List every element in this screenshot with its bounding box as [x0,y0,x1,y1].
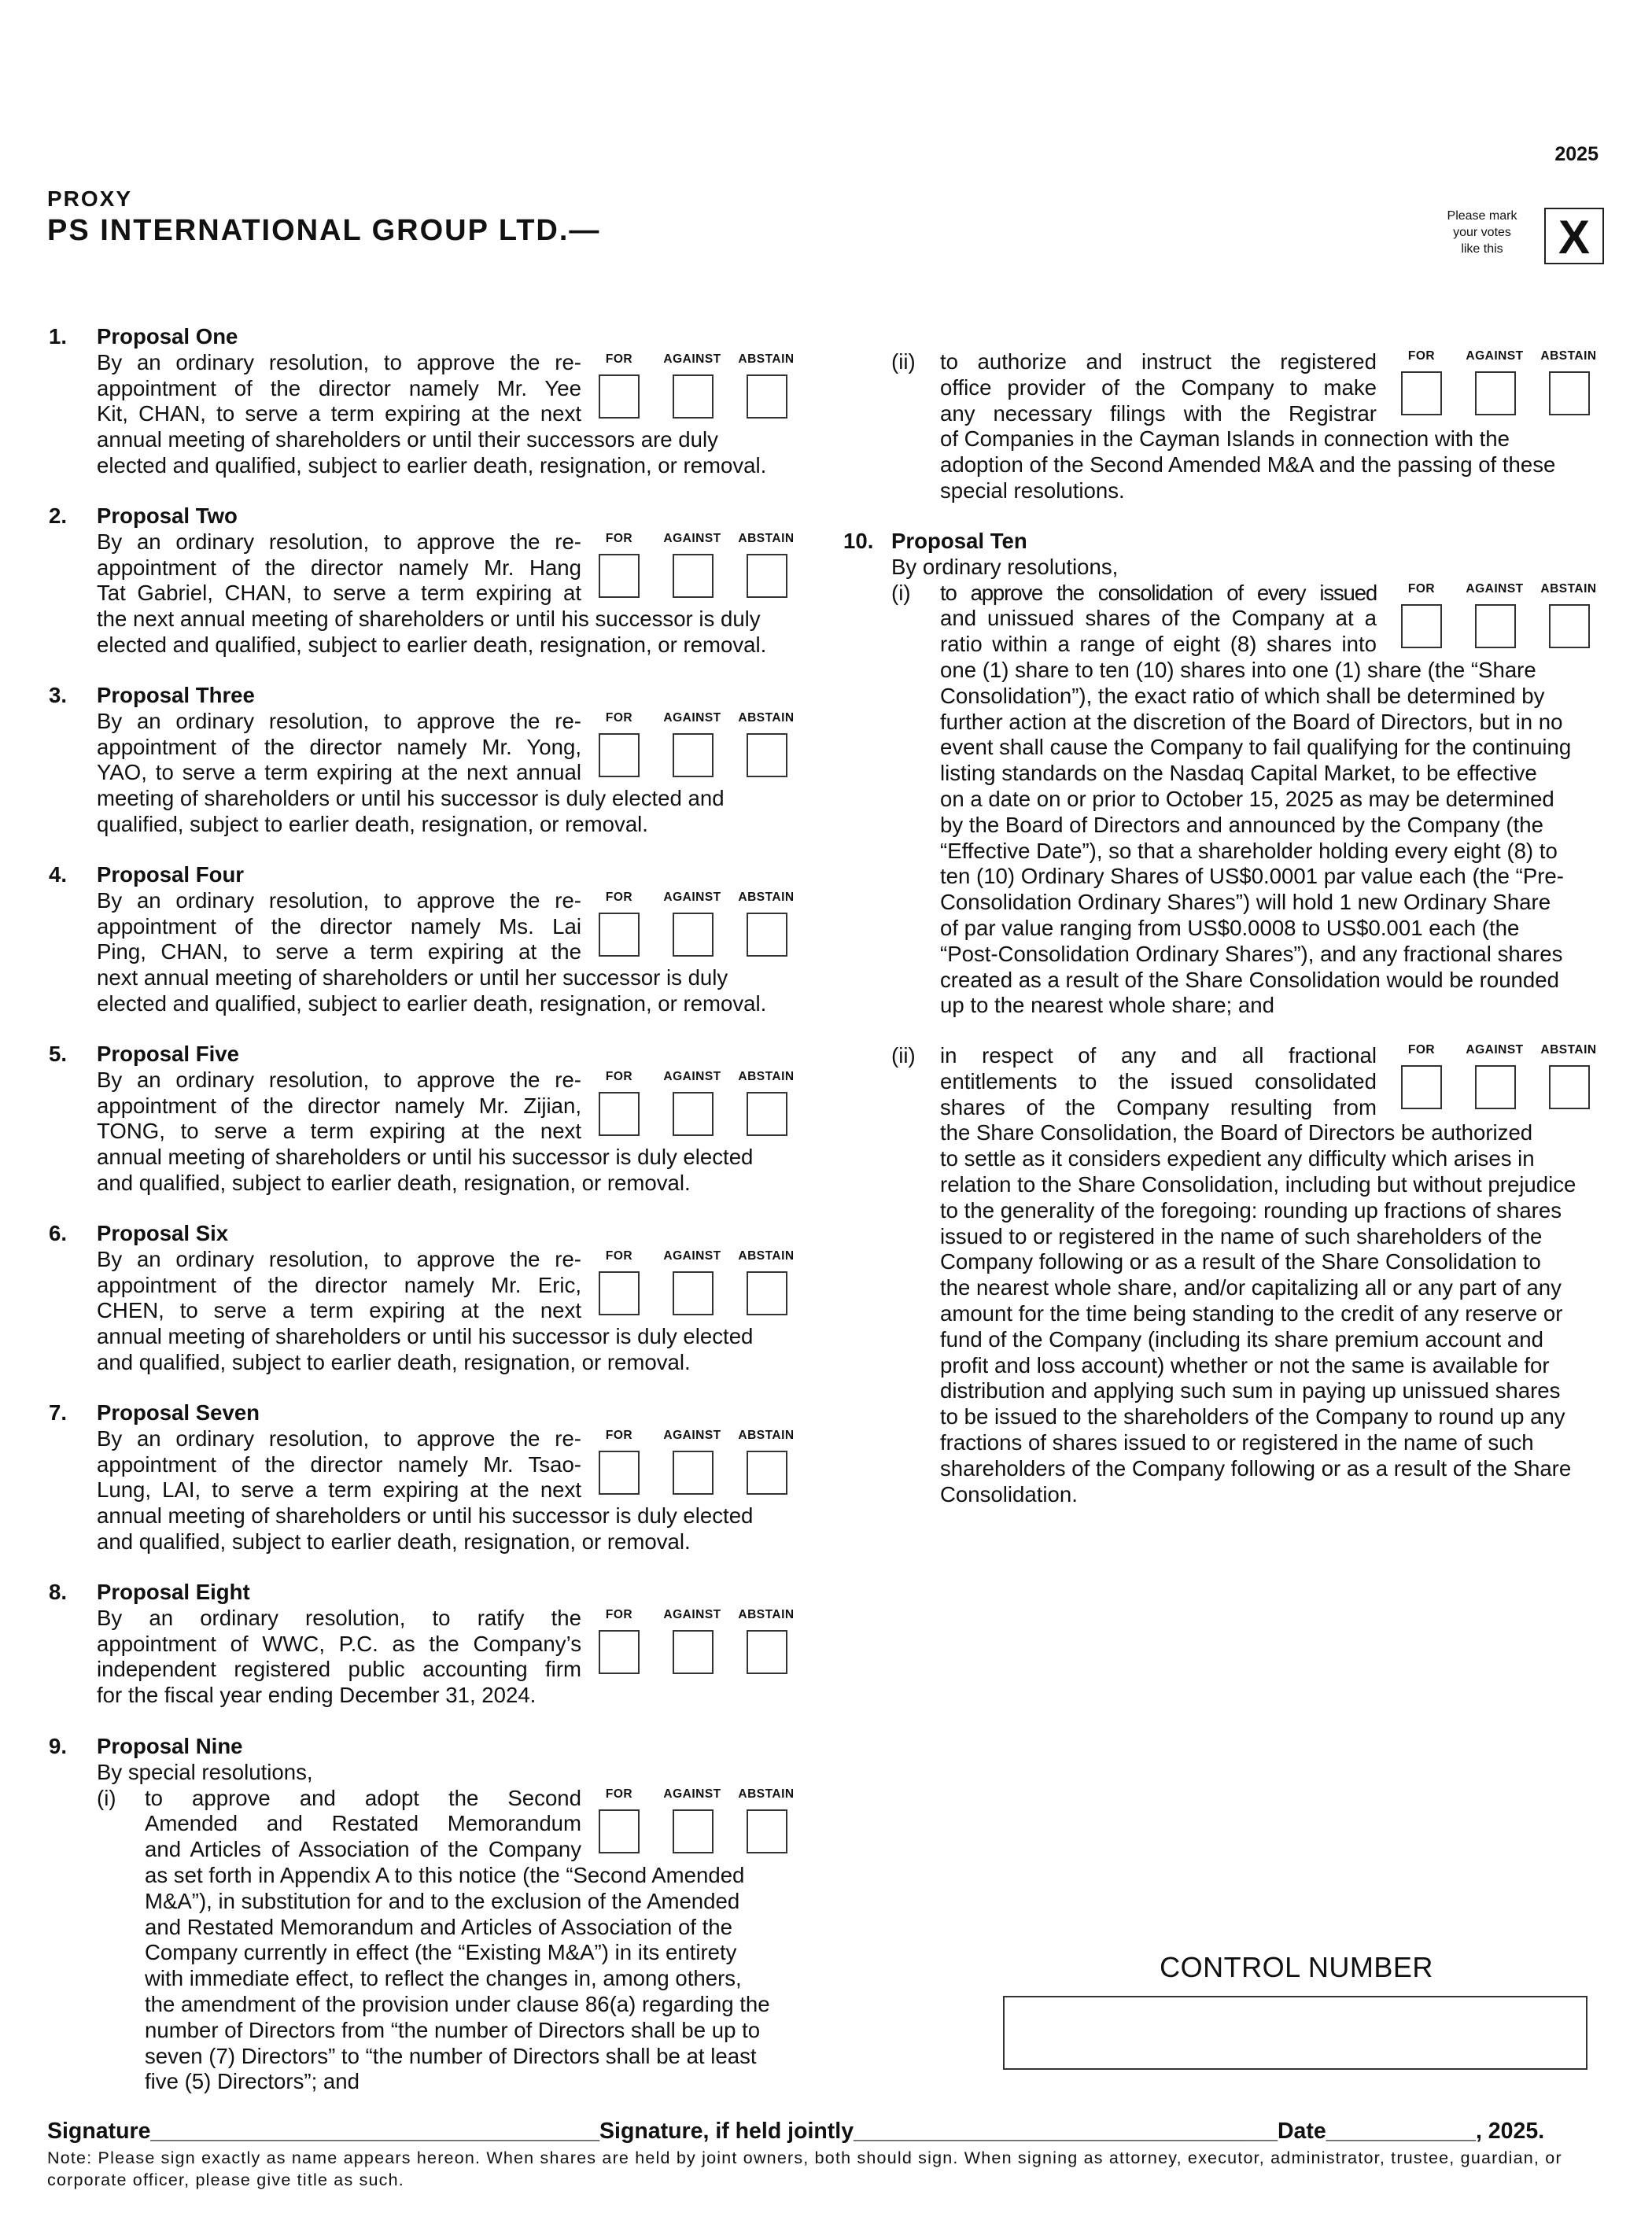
proposal-line: By an ordinary resolution, to approve the re- [97,1425,581,1451]
proposal-line: and qualified, subject to earlier death, resignation, or removal. [97,1349,691,1374]
proposal-line: annual meeting of shareholders or until their successors are duly [97,427,718,452]
vote-against-checkbox[interactable] [673,1092,714,1136]
proposal-line: and unissued shares of the Company at a [940,606,1377,631]
vote-for-checkbox[interactable] [599,374,640,419]
mark-note-line: like this [1461,242,1503,256]
proposal-line: on a date on or prior to October 15, 2025 as may be determined [940,786,1554,811]
vote-group-proposal-5 [592,1070,804,1141]
vote-abstain-checkbox[interactable] [747,1809,787,1853]
proposal-number: 10. [843,529,874,553]
proposal-line: appointment of WWC, P.C. as the Company’s [97,1631,581,1656]
proposal-line: meeting of shareholders or until his successor is duly elected and [97,786,725,811]
proposal-line: By an ordinary resolution, to approve the re- [97,349,581,374]
proposal-line: fund of the Company (including its share premium account and [940,1326,1543,1352]
for-label: FOR [605,711,633,725]
vote-group-proposal-10-i [1394,582,1606,653]
proposal-number: 3. [49,683,68,707]
proposal-line: to be issued to the shareholders of the Company to round up any [940,1404,1565,1429]
against-label: AGAINST [663,1429,721,1442]
against-label: AGAINST [663,1787,721,1801]
proposal-line: YAO, to serve a term expiring at the next annual [97,760,581,785]
proposal-title: Proposal Four [97,862,245,887]
proposal-number: 4. [49,862,68,887]
mark-note-line: your votes [1453,226,1511,239]
proposal-title: Proposal Ten [891,529,1027,553]
proposal-line: qualified, subject to earlier death, resignation, or removal. [97,811,648,836]
proposal-line: CHEN, to serve a term expiring at the next [97,1298,581,1323]
vote-against-checkbox[interactable] [1475,371,1516,415]
against-label: AGAINST [1466,1043,1524,1057]
vote-group-proposal-1 [592,352,804,423]
proposal-line: the amendment of the provision under clause 86(a) regarding the [145,1991,770,2016]
proposal-line: the next annual meeting of shareholders or until his successor is duly [97,607,761,632]
proposal-line: created as a result of the Share Consolidation would be rounded [940,967,1559,992]
signing-note: Note: Please sign exactly as name appears hereon. When shares are held by joint owners, both should sign. When signing as attorney, executor, administrator, trustee, guardian, or corporate officer, please give title as such. [47,2148,1562,2189]
vote-abstain-checkbox[interactable] [747,1092,787,1136]
for-label: FOR [1407,582,1436,596]
vote-group-proposal-8 [592,1608,804,1679]
proposal-number: 9. [49,1734,68,1758]
vote-against-checkbox[interactable] [673,913,714,957]
proposal-line: appointment of the director namely Mr. Yee [97,375,581,400]
proposal-line: annual meeting of shareholders or until his successor is duly elected [97,1145,754,1170]
proposal-line: Lung, LAI, to serve a term expiring at the next [97,1477,581,1503]
proposal-line: the nearest whole share, and/or capitalizing all or any part of any [940,1275,1562,1300]
proposal-line: distribution and applying such sum in paying up unissued shares [940,1378,1561,1403]
proposal-line: appointment of the director namely Mr. Yong, [97,734,581,759]
proxy-label: PROXY [47,186,133,211]
mark-note-line: Please mark [1447,209,1517,223]
against-label: AGAINST [663,1249,721,1263]
vote-abstain-checkbox[interactable] [747,1271,787,1315]
proposal-line: By an ordinary resolution, to ratify the [97,1605,581,1630]
proposal-line: special resolutions. [940,478,1125,503]
vote-for-checkbox[interactable] [599,554,640,598]
proposal-title: Proposal Seven [97,1400,260,1425]
proposal-line: shareholders of the Company following or as a result of the Share [940,1455,1572,1481]
control-number-label: CONTROL NUMBER [1160,1951,1433,1983]
proposal-line: the Share Consolidation, the Board of Directors be authorized [940,1120,1533,1145]
proposal-title: Proposal Nine [97,1734,243,1758]
vote-for-checkbox[interactable] [1401,604,1442,648]
proposal-line: listing standards on the Nasdaq Capital Market, to be effective [940,761,1537,786]
vote-group-proposal-4 [592,891,804,961]
control-number-field[interactable] [1003,1996,1587,2070]
vote-group-proposal-2 [592,532,804,603]
against-label: AGAINST [1466,582,1524,596]
vote-group-proposal-9-ii [1394,349,1606,420]
mark-example-box: X [1544,208,1604,264]
proposal-line: fractions of shares issued to or registered in the name of such [940,1429,1534,1455]
proposal-line: Company currently in effect (the “Existing M&A”) in its entirety [145,1940,737,1965]
proposal-number: 8. [49,1580,68,1604]
proposal-line: ten (10) Ordinary Shares of US$0.0001 par value each (the “Pre- [940,864,1564,889]
proposal-line: further action at the discretion of the Board of Directors, but in no [940,709,1563,734]
against-label: AGAINST [663,711,721,725]
proposal-line: TONG, to serve a term expiring at the next [97,1119,581,1144]
for-label: FOR [605,1787,633,1801]
abstain-label: ABSTAIN [738,1787,795,1801]
vote-for-checkbox[interactable] [599,1630,640,1674]
vote-for-checkbox[interactable] [599,1271,640,1315]
abstain-label: ABSTAIN [738,711,795,725]
proposal-line: “Effective Date”), so that a shareholder holding every eight (8) to [940,838,1558,863]
proposal-intro: By ordinary resolutions, [891,554,1119,579]
proposal-line: Ping, CHAN, to serve a term expiring at the [97,939,581,964]
proposal-line: appointment of the director namely Mr. Hang [97,555,581,580]
proposal-title: Proposal Eight [97,1580,250,1604]
proposal-number: 2. [49,503,68,528]
proposal-line: office provider of the Company to make [940,374,1377,400]
proposal-line: and qualified, subject to earlier death, resignation, or removal. [97,1170,691,1195]
against-label: AGAINST [663,1608,721,1621]
abstain-label: ABSTAIN [738,891,795,904]
abstain-label: ABSTAIN [738,1608,795,1621]
against-label: AGAINST [663,891,721,904]
abstain-label: ABSTAIN [738,1429,795,1442]
proposal-line: one (1) share to ten (10) shares into one (1) share (the “Share [940,657,1536,682]
vote-abstain-checkbox[interactable] [747,1630,787,1674]
signature-line[interactable]: Signature____________________________________Signature, if held jointly__________________________________Date____________, 2025. [47,2119,1545,2144]
proposal-number: 7. [49,1400,68,1425]
abstain-label: ABSTAIN [1540,1043,1597,1057]
proposal-number: 6. [49,1221,68,1245]
proposal-line: Consolidation Ordinary Shares”) will hold 1 new Ordinary Share [940,890,1551,915]
proposal-line: issued to or registered in the name of such shareholders of the [940,1223,1543,1248]
roman-numeral: (i) [891,580,911,605]
proposal-line: relation to the Share Consolidation, including but without prejudice [940,1171,1576,1197]
for-label: FOR [605,1429,633,1442]
proposal-line: elected and qualified, subject to earlier death, resignation, or removal. [97,452,767,478]
vote-against-checkbox[interactable] [673,554,714,598]
abstain-label: ABSTAIN [738,1070,795,1083]
proposal-line: By an ordinary resolution, to approve the re- [97,887,581,913]
proposal-line: annual meeting of shareholders or until his successor is duly elected [97,1503,754,1529]
proposal-line: appointment of the director namely Mr. Tsao- [97,1451,581,1477]
for-label: FOR [1407,349,1436,363]
vote-against-checkbox[interactable] [673,1630,714,1674]
proposal-line: By an ordinary resolution, to approve the re- [97,529,581,554]
proposal-line: to the generality of the foregoing: rounding up fractions of shares [940,1197,1562,1223]
vote-for-checkbox[interactable] [599,1092,640,1136]
for-label: FOR [1407,1043,1436,1057]
vote-abstain-checkbox[interactable] [747,913,787,957]
proposal-title: Proposal Six [97,1221,229,1245]
proposal-title: Proposal Three [97,683,255,707]
vote-against-checkbox[interactable] [673,374,714,419]
abstain-label: ABSTAIN [738,1249,795,1263]
proposal-line: appointment of the director namely Mr. Eric, [97,1272,581,1297]
proposal-line: Kit, CHAN, to serve a term expiring at the next [97,401,581,426]
proposal-line: appointment of the director namely Mr. Zijian, [97,1093,581,1118]
vote-against-checkbox[interactable] [673,1451,714,1495]
for-label: FOR [605,352,633,366]
proposal-line: Company following or as a result of the Share Consolidation to [940,1249,1541,1274]
vote-group-proposal-10-ii [1394,1043,1606,1114]
roman-numeral: (i) [97,1785,116,1810]
proposal-line: to settle as it considers expedient any difficulty which arises in [940,1146,1535,1171]
proposal-title: Proposal One [97,324,238,349]
for-label: FOR [605,1070,633,1083]
for-label: FOR [605,891,633,904]
proposal-line: to approve the consolidation of every issued [940,580,1377,605]
vote-group-proposal-6 [592,1249,804,1320]
vote-abstain-checkbox[interactable] [747,554,787,598]
proposal-line: profit and loss account) whether or not the same is available for [940,1352,1550,1378]
against-label: AGAINST [663,1070,721,1083]
proposal-line: next annual meeting of shareholders or until her successor is duly [97,965,728,990]
proposal-line: Consolidation”), the exact ratio of which shall be determined by [940,683,1545,708]
proposal-line: and Restated Memorandum and Articles of Association of the [145,1914,732,1939]
year-label: 2025 [1554,143,1599,165]
vote-for-checkbox[interactable] [599,1809,640,1853]
proposal-intro: By special resolutions, [97,1759,313,1784]
proposal-line: to authorize and instruct the registered [940,349,1377,374]
proposal-line: “Post-Consolidation Ordinary Shares”), and any fractional shares [940,941,1563,966]
abstain-label: ABSTAIN [1540,349,1597,363]
for-label: FOR [605,532,633,545]
against-label: AGAINST [663,352,721,366]
vote-group-proposal-3 [592,711,804,782]
proposal-line: up to the nearest whole share; and [940,993,1274,1018]
vote-abstain-checkbox[interactable] [1549,1065,1590,1109]
vote-group-proposal-9-i [592,1787,804,1858]
proposal-line: of par value ranging from US$0.0008 to US$0.001 each (the [940,915,1520,940]
proposal-line: M&A”), in substitution for and to the exclusion of the Amended [145,1888,740,1913]
abstain-label: ABSTAIN [738,532,795,545]
vote-for-checkbox[interactable] [1401,1065,1442,1109]
proposal-line: annual meeting of shareholders or until his successor is duly elected [97,1324,754,1349]
mark-instructions [1443,208,1521,257]
vote-against-checkbox[interactable] [673,733,714,777]
proposal-line: By an ordinary resolution, to approve the re- [97,708,581,733]
vote-abstain-checkbox[interactable] [1549,371,1590,415]
proposal-line: adoption of the Second Amended M&A and the passing of these [940,452,1556,478]
proposal-line: by the Board of Directors and announced by the Company (the [940,812,1543,837]
proposal-line: By an ordinary resolution, to approve the re- [97,1067,581,1092]
proposal-line: event shall cause the Company to fail qualifying for the continuing [940,735,1572,760]
abstain-label: ABSTAIN [738,352,795,366]
proposal-line: of Companies in the Cayman Islands in connection with the [940,426,1510,452]
proposal-line: and qualified, subject to earlier death, resignation, or removal. [97,1529,691,1554]
roman-numeral: (ii) [891,349,916,374]
proposal-line: to approve and adopt the Second [145,1785,581,1810]
roman-numeral: (ii) [891,1043,916,1068]
vote-against-checkbox[interactable] [1475,1065,1516,1109]
proposal-line: in respect of any and all fractional [940,1043,1377,1068]
proposal-line: Amended and Restated Memorandum [145,1811,581,1836]
proposal-line: five (5) Directors”; and [145,2069,360,2094]
vote-against-checkbox[interactable] [1475,604,1516,648]
proposal-line: for the fiscal year ending December 31, 2024. [97,1683,537,1708]
proposal-line: amount for the time being standing to the credit of any reserve or [940,1300,1563,1326]
vote-group-proposal-7 [592,1429,804,1499]
proposal-title: Proposal Five [97,1042,239,1066]
proposal-number: 5. [49,1042,68,1066]
proposal-line: seven (7) Directors” to “the number of Directors shall be at least [145,2043,757,2068]
vote-for-checkbox[interactable] [1401,371,1442,415]
for-label: FOR [605,1249,633,1263]
vote-abstain-checkbox[interactable] [1549,604,1590,648]
vote-for-checkbox[interactable] [599,1451,640,1495]
proposal-line: appointment of the director namely Ms. Lai [97,913,581,939]
proposal-line: ratio within a range of eight (8) shares into [940,632,1377,657]
proposal-line: with immediate effect, to reflect the changes in, among others, [145,1966,742,1991]
proposal-line: Consolidation. [940,1481,1078,1507]
against-label: AGAINST [1466,349,1524,363]
abstain-label: ABSTAIN [1540,582,1597,596]
for-label: FOR [605,1608,633,1621]
against-label: AGAINST [663,532,721,545]
proposal-line: By an ordinary resolution, to approve the re- [97,1246,581,1271]
vote-abstain-checkbox[interactable] [747,1451,787,1495]
proposal-line: and Articles of Association of the Company [145,1837,581,1862]
vote-against-checkbox[interactable] [673,1271,714,1315]
proposal-number: 1. [49,324,68,349]
proposal-line: elected and qualified, subject to earlier death, resignation, or removal. [97,990,767,1016]
proposal-line: entitlements to the issued consolidated [940,1068,1377,1094]
company-name: PS INTERNATIONAL GROUP LTD.— [47,214,601,247]
proposal-line: any necessary filings with the Registrar [940,400,1377,426]
vote-for-checkbox[interactable] [599,913,640,957]
proposal-title: Proposal Two [97,503,238,528]
proposal-line: as set forth in Appendix A to this notice (the “Second Amended [145,1862,745,1887]
proposal-line: independent registered public accounting firm [97,1657,581,1682]
vote-for-checkbox[interactable] [599,733,640,777]
vote-abstain-checkbox[interactable] [747,733,787,777]
proposal-line: elected and qualified, subject to earlier death, resignation, or removal. [97,632,767,657]
proposal-line: number of Directors from “the number of Directors shall be up to [145,2017,761,2042]
proposal-line: shares of the Company resulting from [940,1094,1377,1119]
proposal-line: Tat Gabriel, CHAN, to serve a term expiring at [97,581,581,606]
vote-abstain-checkbox[interactable] [747,374,787,419]
vote-against-checkbox[interactable] [673,1809,714,1853]
